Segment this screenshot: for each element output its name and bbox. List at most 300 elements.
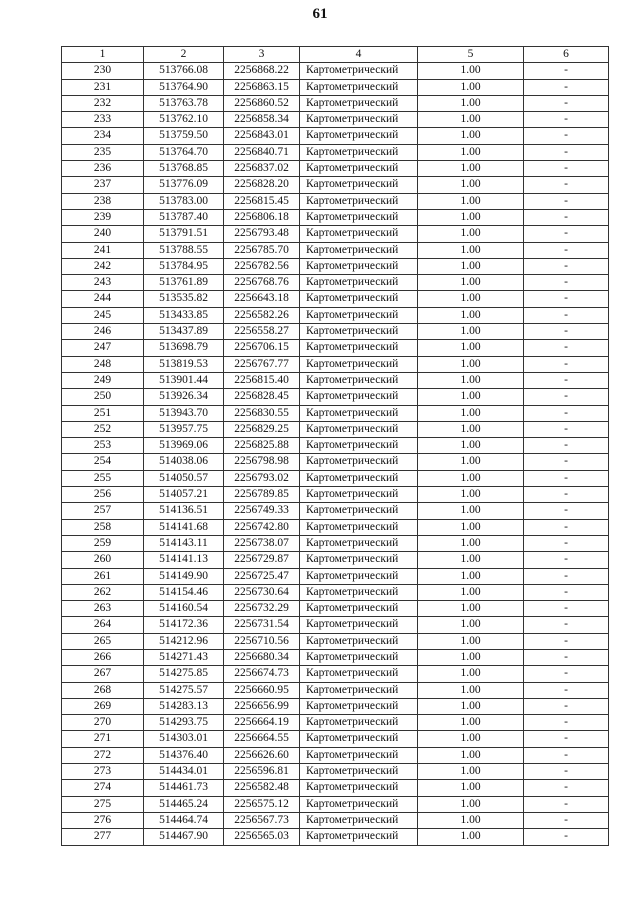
accuracy-cell: 1.00 — [418, 829, 524, 845]
y-coordinate-cell: 2256575.12 — [224, 796, 300, 812]
y-coordinate-cell: 2256828.20 — [224, 177, 300, 193]
y-coordinate-cell: 2256660.95 — [224, 682, 300, 698]
accuracy-cell: 1.00 — [418, 796, 524, 812]
accuracy-cell: 1.00 — [418, 780, 524, 796]
accuracy-cell: 1.00 — [418, 438, 524, 454]
y-coordinate-cell: 2256664.19 — [224, 715, 300, 731]
note-cell: - — [524, 421, 609, 437]
table-row — [62, 487, 609, 503]
table-row — [62, 731, 609, 747]
table-row — [62, 193, 609, 209]
method-cell: Картометрический — [300, 242, 418, 258]
x-coordinate-cell: 514275.57 — [144, 682, 224, 698]
accuracy-cell: 1.00 — [418, 356, 524, 372]
y-coordinate-cell: 2256840.71 — [224, 144, 300, 160]
point-number-cell: 251 — [62, 405, 144, 421]
x-coordinate-cell: 514149.90 — [144, 568, 224, 584]
y-coordinate-cell: 2256565.03 — [224, 829, 300, 845]
method-cell: Картометрический — [300, 796, 418, 812]
method-cell: Картометрический — [300, 829, 418, 845]
method-cell: Картометрический — [300, 128, 418, 144]
method-cell: Картометрический — [300, 291, 418, 307]
y-coordinate-cell: 2256837.02 — [224, 161, 300, 177]
point-number-cell: 264 — [62, 617, 144, 633]
y-coordinate-cell: 2256815.45 — [224, 193, 300, 209]
point-number-cell: 274 — [62, 780, 144, 796]
table-row — [62, 503, 609, 519]
y-coordinate-cell: 2256558.27 — [224, 324, 300, 340]
table-row — [62, 209, 609, 225]
y-coordinate-cell: 2256806.18 — [224, 209, 300, 225]
point-number-cell: 261 — [62, 568, 144, 584]
method-cell: Картометрический — [300, 812, 418, 828]
x-coordinate-cell: 513698.79 — [144, 340, 224, 356]
point-number-cell: 265 — [62, 633, 144, 649]
point-number-cell: 232 — [62, 95, 144, 111]
table-row — [62, 829, 609, 845]
accuracy-cell: 1.00 — [418, 666, 524, 682]
point-number-cell: 275 — [62, 796, 144, 812]
table-row — [62, 649, 609, 665]
point-number-cell: 271 — [62, 731, 144, 747]
accuracy-cell: 1.00 — [418, 601, 524, 617]
table-row — [62, 535, 609, 551]
method-cell: Картометрический — [300, 568, 418, 584]
table-row — [62, 519, 609, 535]
table-row — [62, 796, 609, 812]
x-coordinate-cell: 513764.90 — [144, 79, 224, 95]
accuracy-cell: 1.00 — [418, 698, 524, 714]
point-number-cell: 249 — [62, 372, 144, 388]
x-coordinate-cell: 514461.73 — [144, 780, 224, 796]
method-cell: Картометрический — [300, 764, 418, 780]
note-cell: - — [524, 649, 609, 665]
y-coordinate-cell: 2256798.98 — [224, 454, 300, 470]
x-coordinate-cell: 513784.95 — [144, 258, 224, 274]
x-coordinate-cell: 513764.70 — [144, 144, 224, 160]
y-coordinate-cell: 2256725.47 — [224, 568, 300, 584]
y-coordinate-cell: 2256782.56 — [224, 258, 300, 274]
table-row — [62, 470, 609, 486]
y-coordinate-cell: 2256815.40 — [224, 372, 300, 388]
point-number-cell: 257 — [62, 503, 144, 519]
x-coordinate-cell: 513437.89 — [144, 324, 224, 340]
table-row — [62, 177, 609, 193]
y-coordinate-cell: 2256643.18 — [224, 291, 300, 307]
point-number-cell: 248 — [62, 356, 144, 372]
point-number-cell: 258 — [62, 519, 144, 535]
x-coordinate-cell: 514050.57 — [144, 470, 224, 486]
note-cell: - — [524, 340, 609, 356]
note-cell: - — [524, 242, 609, 258]
method-cell: Картометрический — [300, 601, 418, 617]
x-coordinate-cell: 513783.00 — [144, 193, 224, 209]
point-number-cell: 246 — [62, 324, 144, 340]
y-coordinate-cell: 2256829.25 — [224, 421, 300, 437]
note-cell: - — [524, 633, 609, 649]
point-number-cell: 241 — [62, 242, 144, 258]
column-header: 6 — [524, 47, 609, 63]
x-coordinate-cell: 513433.85 — [144, 307, 224, 323]
x-coordinate-cell: 513761.89 — [144, 275, 224, 291]
note-cell: - — [524, 95, 609, 111]
table-row — [62, 226, 609, 242]
method-cell: Картометрический — [300, 258, 418, 274]
y-coordinate-cell: 2256828.45 — [224, 389, 300, 405]
table-row — [62, 682, 609, 698]
x-coordinate-cell: 513788.55 — [144, 242, 224, 258]
point-number-cell: 255 — [62, 470, 144, 486]
point-number-cell: 260 — [62, 552, 144, 568]
x-coordinate-cell: 514283.13 — [144, 698, 224, 714]
x-coordinate-cell: 513791.51 — [144, 226, 224, 242]
point-number-cell: 234 — [62, 128, 144, 144]
accuracy-cell: 1.00 — [418, 177, 524, 193]
y-coordinate-cell: 2256710.56 — [224, 633, 300, 649]
table-row — [62, 764, 609, 780]
method-cell: Картометрический — [300, 698, 418, 714]
note-cell: - — [524, 177, 609, 193]
table-row — [62, 633, 609, 649]
y-coordinate-cell: 2256789.85 — [224, 487, 300, 503]
table-row — [62, 324, 609, 340]
accuracy-cell: 1.00 — [418, 389, 524, 405]
method-cell: Картометрический — [300, 552, 418, 568]
y-coordinate-cell: 2256830.55 — [224, 405, 300, 421]
table-row — [62, 666, 609, 682]
note-cell: - — [524, 470, 609, 486]
method-cell: Картометрический — [300, 226, 418, 242]
y-coordinate-cell: 2256664.55 — [224, 731, 300, 747]
note-cell: - — [524, 226, 609, 242]
table-row — [62, 275, 609, 291]
x-coordinate-cell: 514465.24 — [144, 796, 224, 812]
note-cell: - — [524, 372, 609, 388]
point-number-cell: 256 — [62, 487, 144, 503]
x-coordinate-cell: 514464.74 — [144, 812, 224, 828]
note-cell: - — [524, 780, 609, 796]
y-coordinate-cell: 2256730.64 — [224, 584, 300, 600]
accuracy-cell: 1.00 — [418, 340, 524, 356]
point-number-cell: 236 — [62, 161, 144, 177]
table-header — [62, 47, 609, 63]
method-cell: Картометрический — [300, 747, 418, 763]
table-row — [62, 421, 609, 437]
table-row — [62, 79, 609, 95]
x-coordinate-cell: 513766.08 — [144, 63, 224, 79]
method-cell: Картометрический — [300, 63, 418, 79]
point-number-cell: 277 — [62, 829, 144, 845]
table-row — [62, 340, 609, 356]
point-number-cell: 242 — [62, 258, 144, 274]
accuracy-cell: 1.00 — [418, 649, 524, 665]
table-row — [62, 372, 609, 388]
x-coordinate-cell: 514434.01 — [144, 764, 224, 780]
point-number-cell: 267 — [62, 666, 144, 682]
x-coordinate-cell: 514136.51 — [144, 503, 224, 519]
x-coordinate-cell: 513901.44 — [144, 372, 224, 388]
accuracy-cell: 1.00 — [418, 95, 524, 111]
accuracy-cell: 1.00 — [418, 307, 524, 323]
note-cell: - — [524, 128, 609, 144]
point-number-cell: 262 — [62, 584, 144, 600]
point-number-cell: 268 — [62, 682, 144, 698]
y-coordinate-cell: 2256674.73 — [224, 666, 300, 682]
method-cell: Картометрический — [300, 682, 418, 698]
y-coordinate-cell: 2256582.26 — [224, 307, 300, 323]
table-row — [62, 389, 609, 405]
x-coordinate-cell: 514275.85 — [144, 666, 224, 682]
note-cell: - — [524, 812, 609, 828]
table-row — [62, 568, 609, 584]
x-coordinate-cell: 513768.85 — [144, 161, 224, 177]
x-coordinate-cell: 514212.96 — [144, 633, 224, 649]
accuracy-cell: 1.00 — [418, 487, 524, 503]
method-cell: Картометрический — [300, 633, 418, 649]
accuracy-cell: 1.00 — [418, 63, 524, 79]
column-header: 1 — [62, 47, 144, 63]
point-number-cell: 252 — [62, 421, 144, 437]
point-number-cell: 250 — [62, 389, 144, 405]
y-coordinate-cell: 2256767.77 — [224, 356, 300, 372]
table-row — [62, 128, 609, 144]
point-number-cell: 244 — [62, 291, 144, 307]
point-number-cell: 247 — [62, 340, 144, 356]
note-cell: - — [524, 731, 609, 747]
method-cell: Картометрический — [300, 470, 418, 486]
accuracy-cell: 1.00 — [418, 617, 524, 633]
point-number-cell: 231 — [62, 79, 144, 95]
method-cell: Картометрический — [300, 487, 418, 503]
point-number-cell: 235 — [62, 144, 144, 160]
point-number-cell: 253 — [62, 438, 144, 454]
y-coordinate-cell: 2256596.81 — [224, 764, 300, 780]
x-coordinate-cell: 514057.21 — [144, 487, 224, 503]
note-cell: - — [524, 405, 609, 421]
method-cell: Картометрический — [300, 421, 418, 437]
accuracy-cell: 1.00 — [418, 161, 524, 177]
x-coordinate-cell: 513957.75 — [144, 421, 224, 437]
table-row — [62, 812, 609, 828]
accuracy-cell: 1.00 — [418, 747, 524, 763]
point-number-cell: 263 — [62, 601, 144, 617]
note-cell: - — [524, 715, 609, 731]
x-coordinate-cell: 514467.90 — [144, 829, 224, 845]
x-coordinate-cell: 513535.82 — [144, 291, 224, 307]
y-coordinate-cell: 2256680.34 — [224, 649, 300, 665]
x-coordinate-cell: 513819.53 — [144, 356, 224, 372]
x-coordinate-cell: 514038.06 — [144, 454, 224, 470]
x-coordinate-cell: 514376.40 — [144, 747, 224, 763]
table-row — [62, 747, 609, 763]
method-cell: Картометрический — [300, 780, 418, 796]
y-coordinate-cell: 2256863.15 — [224, 79, 300, 95]
note-cell: - — [524, 568, 609, 584]
y-coordinate-cell: 2256860.52 — [224, 95, 300, 111]
point-number-cell: 273 — [62, 764, 144, 780]
method-cell: Картометрический — [300, 161, 418, 177]
coordinates-table — [61, 46, 609, 846]
table-row — [62, 291, 609, 307]
column-header: 3 — [224, 47, 300, 63]
accuracy-cell: 1.00 — [418, 552, 524, 568]
header-row — [62, 47, 609, 63]
note-cell: - — [524, 63, 609, 79]
x-coordinate-cell: 513776.09 — [144, 177, 224, 193]
note-cell: - — [524, 796, 609, 812]
method-cell: Картометрический — [300, 519, 418, 535]
note-cell: - — [524, 112, 609, 128]
accuracy-cell: 1.00 — [418, 405, 524, 421]
note-cell: - — [524, 519, 609, 535]
y-coordinate-cell: 2256567.73 — [224, 812, 300, 828]
note-cell: - — [524, 764, 609, 780]
accuracy-cell: 1.00 — [418, 79, 524, 95]
accuracy-cell: 1.00 — [418, 715, 524, 731]
note-cell: - — [524, 601, 609, 617]
table-row — [62, 617, 609, 633]
accuracy-cell: 1.00 — [418, 633, 524, 649]
accuracy-cell: 1.00 — [418, 242, 524, 258]
note-cell: - — [524, 161, 609, 177]
table-row — [62, 698, 609, 714]
page-number: 61 — [312, 6, 328, 22]
accuracy-cell: 1.00 — [418, 568, 524, 584]
point-number-cell: 237 — [62, 177, 144, 193]
method-cell: Картометрический — [300, 307, 418, 323]
method-cell: Картометрический — [300, 356, 418, 372]
method-cell: Картометрический — [300, 503, 418, 519]
y-coordinate-cell: 2256626.60 — [224, 747, 300, 763]
table-row — [62, 715, 609, 731]
y-coordinate-cell: 2256582.48 — [224, 780, 300, 796]
y-coordinate-cell: 2256731.54 — [224, 617, 300, 633]
point-number-cell: 230 — [62, 63, 144, 79]
note-cell: - — [524, 552, 609, 568]
point-number-cell: 269 — [62, 698, 144, 714]
x-coordinate-cell: 514172.36 — [144, 617, 224, 633]
note-cell: - — [524, 193, 609, 209]
accuracy-cell: 1.00 — [418, 226, 524, 242]
table-row — [62, 63, 609, 79]
y-coordinate-cell: 2256858.34 — [224, 112, 300, 128]
method-cell: Картометрический — [300, 79, 418, 95]
point-number-cell: 238 — [62, 193, 144, 209]
accuracy-cell: 1.00 — [418, 682, 524, 698]
point-number-cell: 259 — [62, 535, 144, 551]
accuracy-cell: 1.00 — [418, 421, 524, 437]
y-coordinate-cell: 2256843.01 — [224, 128, 300, 144]
note-cell: - — [524, 617, 609, 633]
x-coordinate-cell: 513969.06 — [144, 438, 224, 454]
accuracy-cell: 1.00 — [418, 812, 524, 828]
x-coordinate-cell: 513787.40 — [144, 209, 224, 225]
note-cell: - — [524, 698, 609, 714]
table-row — [62, 144, 609, 160]
note-cell: - — [524, 487, 609, 503]
point-number-cell: 245 — [62, 307, 144, 323]
accuracy-cell: 1.00 — [418, 112, 524, 128]
y-coordinate-cell: 2256785.70 — [224, 242, 300, 258]
x-coordinate-cell: 513762.10 — [144, 112, 224, 128]
accuracy-cell: 1.00 — [418, 731, 524, 747]
y-coordinate-cell: 2256738.07 — [224, 535, 300, 551]
note-cell: - — [524, 584, 609, 600]
note-cell: - — [524, 682, 609, 698]
x-coordinate-cell: 514271.43 — [144, 649, 224, 665]
table-row — [62, 112, 609, 128]
note-cell: - — [524, 503, 609, 519]
accuracy-cell: 1.00 — [418, 324, 524, 340]
note-cell: - — [524, 275, 609, 291]
note-cell: - — [524, 209, 609, 225]
table-row — [62, 780, 609, 796]
x-coordinate-cell: 513759.50 — [144, 128, 224, 144]
note-cell: - — [524, 258, 609, 274]
y-coordinate-cell: 2256825.88 — [224, 438, 300, 454]
note-cell: - — [524, 389, 609, 405]
accuracy-cell: 1.00 — [418, 584, 524, 600]
x-coordinate-cell: 514141.68 — [144, 519, 224, 535]
method-cell: Картометрический — [300, 617, 418, 633]
y-coordinate-cell: 2256749.33 — [224, 503, 300, 519]
note-cell: - — [524, 747, 609, 763]
x-coordinate-cell: 514154.46 — [144, 584, 224, 600]
accuracy-cell: 1.00 — [418, 519, 524, 535]
method-cell: Картометрический — [300, 177, 418, 193]
y-coordinate-cell: 2256729.87 — [224, 552, 300, 568]
accuracy-cell: 1.00 — [418, 275, 524, 291]
y-coordinate-cell: 2256793.48 — [224, 226, 300, 242]
method-cell: Картометрический — [300, 666, 418, 682]
method-cell: Картометрический — [300, 275, 418, 291]
point-number-cell: 276 — [62, 812, 144, 828]
x-coordinate-cell: 514293.75 — [144, 715, 224, 731]
note-cell: - — [524, 438, 609, 454]
accuracy-cell: 1.00 — [418, 209, 524, 225]
y-coordinate-cell: 2256868.22 — [224, 63, 300, 79]
method-cell: Картометрический — [300, 193, 418, 209]
method-cell: Картометрический — [300, 405, 418, 421]
table-row — [62, 95, 609, 111]
y-coordinate-cell: 2256742.80 — [224, 519, 300, 535]
y-coordinate-cell: 2256656.99 — [224, 698, 300, 714]
y-coordinate-cell: 2256706.15 — [224, 340, 300, 356]
note-cell: - — [524, 356, 609, 372]
column-header: 2 — [144, 47, 224, 63]
accuracy-cell: 1.00 — [418, 372, 524, 388]
accuracy-cell: 1.00 — [418, 764, 524, 780]
accuracy-cell: 1.00 — [418, 193, 524, 209]
note-cell: - — [524, 144, 609, 160]
column-header: 4 — [300, 47, 418, 63]
table-body — [62, 63, 609, 845]
table-row — [62, 258, 609, 274]
y-coordinate-cell: 2256768.76 — [224, 275, 300, 291]
method-cell: Картометрический — [300, 95, 418, 111]
note-cell: - — [524, 307, 609, 323]
table-row — [62, 454, 609, 470]
accuracy-cell: 1.00 — [418, 144, 524, 160]
accuracy-cell: 1.00 — [418, 470, 524, 486]
accuracy-cell: 1.00 — [418, 535, 524, 551]
method-cell: Картометрический — [300, 209, 418, 225]
method-cell: Картометрический — [300, 144, 418, 160]
table-row — [62, 161, 609, 177]
x-coordinate-cell: 514143.11 — [144, 535, 224, 551]
x-coordinate-cell: 513926.34 — [144, 389, 224, 405]
accuracy-cell: 1.00 — [418, 454, 524, 470]
